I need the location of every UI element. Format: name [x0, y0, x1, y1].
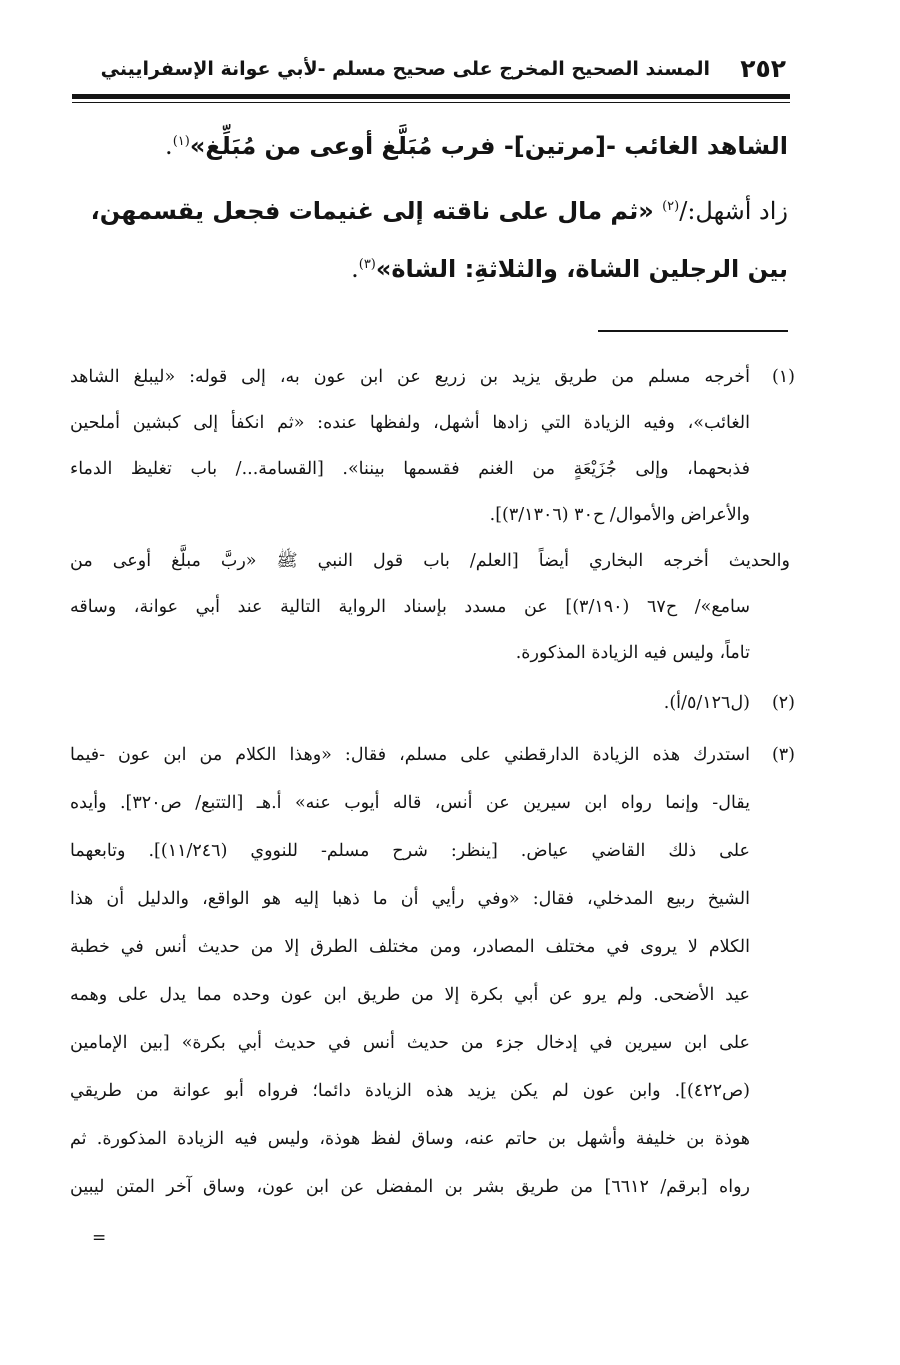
footnote-ref-2: (٢) [662, 199, 680, 214]
footnote-3-line: الكلام لا يروى في مختلف المصادر، ومن مختلف الطرق إلا من حديث أنس في خطبة [70, 937, 750, 957]
footnote-number-2: (٢) [771, 693, 795, 713]
footnote-ref-3: (٣) [358, 257, 376, 272]
continuation-mark: = [92, 1228, 107, 1248]
punctuation: . [165, 132, 173, 160]
narrator-intro: زاد أشهل:/ [679, 197, 788, 225]
footnote-1-line: فذبحهما، وإلى جُزَيْعَةٍ من الغنم فقسمها بيننا». [القسامة.../ باب تغليظ الدماء [70, 459, 750, 479]
hadith-text: «ثم مال على ناقته إلى غنيمات فجعل يقسمهن، [90, 197, 663, 225]
footnote-separator [598, 330, 788, 332]
header-rule-thick [72, 94, 790, 99]
footnote-3-line: عيد الأضحى. ولم يرو عن أبي بكرة إلا من طريق ابن عون وحده مما يدل على وهمه [70, 985, 750, 1005]
main-text-line-3 [60, 245, 788, 289]
footnote-1-line: سامع»/ ح٦٧ (٣/١٩٠)] عن مسدد بإسناد الرواية التالية عند أبي عوانة، وساقه [70, 597, 751, 617]
footnote-1-line: والحديث أخرجه البخاري أيضاً [العلم/ باب قول النبي ﷺ «ربَّ مبلَّغ أوعى من [70, 551, 790, 571]
header-rule-thin [72, 102, 790, 103]
footnote-3-line: على ابن سيرين في إدخال جزء من حديث أنس في حديث أبي بكرة» [بين الإمامين [70, 1033, 750, 1053]
footnote-1-line: الغائب»، وفيه الزيادة التي زادها أشهل، ولفظها عنده: «ثم انكفأ إلى كبشين أملحين [70, 413, 750, 433]
footnote-3-line: على ذلك القاضي عياض. [ينظر: شرح مسلم- للنووي (١١/٢٤٦)]. وتابعهما [70, 841, 750, 861]
hadith-text: بين الرجلين الشاة، والثلاثةِ: الشاة» [375, 255, 788, 283]
footnote-3-line: يقال- وإنما رواه ابن سيرين عن أنس، قاله أيوب عنه» أ.هـ [التتبع/ ص٣٢٠]. وأيده [70, 793, 750, 813]
page-number: ٢٥٢ [740, 54, 786, 83]
main-text-line-1 [60, 122, 788, 166]
footnote-3-line: رواه [برقم/ ٦٦١٢] من طريق بشر بن المفضل عن ابن عون، وساق آخر المتن ليبين [70, 1177, 750, 1197]
hadith-text: الشاهد الغائب -[مرتين]- فرب مُبَلَّغ أوعى من مُبَلِّغ» [189, 132, 788, 160]
footnote-1-line: تاماً، وليس فيه الزيادة المذكورة. [515, 643, 750, 663]
footnote-1-line: أخرجه مسلم من طريق يزيد بن زريع عن ابن عون به، إلى قوله: «ليبلغ الشاهد [70, 367, 750, 387]
footnote-number-3: (٣) [771, 745, 795, 765]
punctuation: . [351, 255, 359, 283]
footnote-3-line: هوذة بن خليفة وأشهل بن حاتم عنه، وساق لفظ هوذة، وليس فيه الزيادة المذكورة. ثم [70, 1129, 750, 1149]
footnote-3-line: الشيخ ربيع المدخلي، فقال: «وفي رأيي أن ما ذهبا إليه هو الواقع، والدليل أن هذا [70, 889, 750, 909]
running-header-title: المسند الصحيح المخرج على صحيح مسلم -لأبي عوانة الإسفراييني [100, 58, 710, 80]
footnote-1-line: والأعراض والأموال/ ح٣٠ (٣/١٣٠٦)]. [489, 505, 750, 525]
footnote-2-text: (ل٥/١٢٦/أ). [663, 693, 750, 713]
footnote-ref-1: (١) [172, 134, 190, 149]
footnote-number-1: (١) [771, 367, 795, 387]
footnote-3-line: (ص٤٢٢)]. وابن عون لم يكن يزيد هذه الزيادة دائما؛ فرواه أبو عوانة من طريقي [70, 1081, 750, 1101]
footnote-3-line: استدرك هذه الزيادة الدارقطني على مسلم، فقال: «وهذا الكلام من ابن عون -فيما [70, 745, 750, 765]
main-text-line-2 [60, 187, 788, 231]
